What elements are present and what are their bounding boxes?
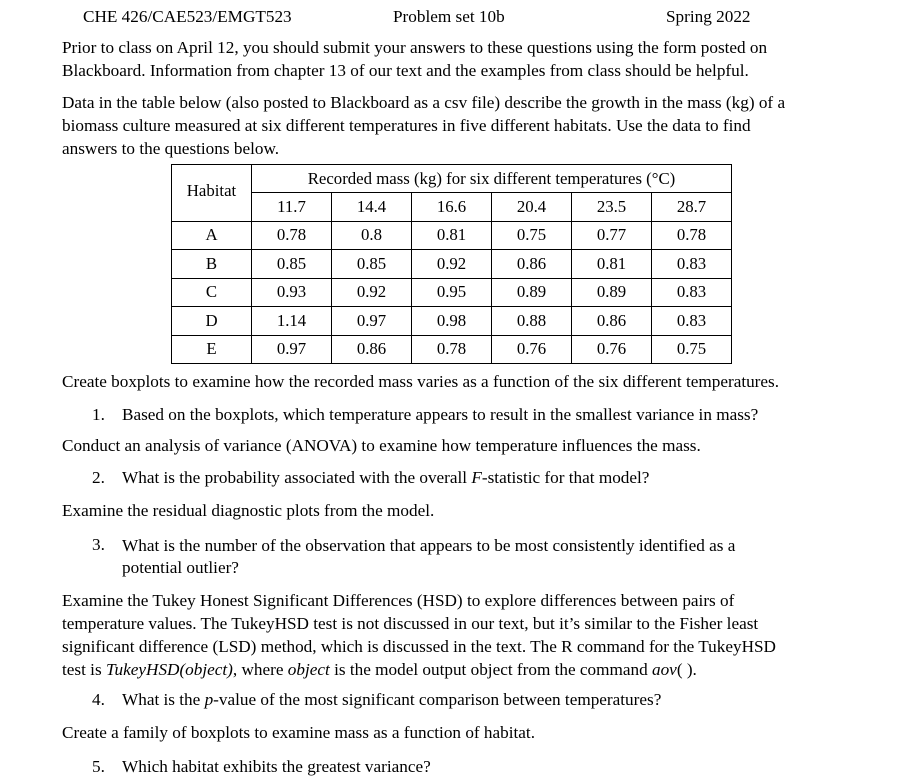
- temperature-header: 23.5: [572, 193, 652, 222]
- table-header-row: [172, 165, 732, 193]
- habitat-label: C: [172, 278, 252, 307]
- p-value-symbol: p: [204, 690, 214, 709]
- mass-cell: 0.81: [572, 250, 652, 279]
- tukey-command: TukeyHSD(object): [105, 660, 233, 679]
- habitat-label: E: [172, 335, 252, 364]
- table-row: [172, 307, 732, 336]
- mass-cell: 0.85: [252, 250, 332, 279]
- question-4-text: [122, 690, 661, 710]
- question-2-number: 2.: [92, 468, 105, 487]
- mass-cell: 0.89: [572, 278, 652, 307]
- residuals-instruction: Examine the residual diagnostic plots from the model.: [62, 501, 435, 520]
- tukey-paragraph: [62, 589, 776, 681]
- mass-cell: 0.86: [332, 335, 412, 364]
- mass-cell: 0.8: [332, 221, 412, 250]
- mass-cell: 0.78: [252, 221, 332, 250]
- table-row: [172, 278, 732, 307]
- mass-cell: 0.89: [492, 278, 572, 307]
- mass-cell: 0.86: [572, 307, 652, 336]
- mass-cell: 0.93: [252, 278, 332, 307]
- question-1-text: Based on the boxplots, which temperature appears to result in the smallest variance in mass?: [122, 405, 759, 424]
- table-row: [172, 221, 732, 250]
- mass-cell: 0.88: [492, 307, 572, 336]
- mass-cell: 0.92: [332, 278, 412, 307]
- mass-cell: 0.97: [332, 307, 412, 336]
- mass-cell: 0.75: [492, 221, 572, 250]
- intro-paragraph: [62, 36, 767, 82]
- mass-cell: 0.76: [572, 335, 652, 364]
- mass-cell: 0.85: [332, 250, 412, 279]
- tukey-line-4-mid: , where: [232, 660, 288, 679]
- mass-cell: 0.78: [652, 221, 732, 250]
- intro-line-1: Prior to class on April 12, you should submit your answers to these questions using the form posted on: [62, 38, 768, 57]
- data-desc-line-3: answers to the questions below.: [62, 139, 280, 158]
- mass-cell: 1.14: [252, 307, 332, 336]
- anova-instruction: Conduct an analysis of variance (ANOVA) to examine how temperature influences the mass.: [62, 436, 701, 455]
- f-statistic-symbol: F: [471, 468, 482, 487]
- tukey-line-4-mid2: is the model output object from the command: [329, 660, 652, 679]
- term: Spring 2022: [666, 7, 751, 26]
- intro-line-2: Blackboard. Information from chapter 13 of our text and the examples from class should be helpful.: [62, 61, 749, 80]
- habitat-column-header: Habitat: [172, 165, 252, 222]
- question-2-text: [122, 468, 649, 488]
- question-5-text: Which habitat exhibits the greatest variance?: [122, 757, 431, 776]
- tukey-line-4-end: ( ).: [676, 660, 697, 679]
- mass-cell: 0.98: [412, 307, 492, 336]
- mass-cell: 0.78: [412, 335, 492, 364]
- mass-cell: 0.83: [652, 278, 732, 307]
- tukey-line-3: significant difference (LSD) method, which is discussed in the text. The R command for the TukeyHSD: [62, 637, 776, 656]
- mass-cell: 0.83: [652, 250, 732, 279]
- data-description: [62, 91, 785, 160]
- question-3-text: [122, 535, 735, 579]
- habitat-instruction: Create a family of boxplots to examine mass as a function of habitat.: [62, 723, 536, 742]
- mass-cell: 0.76: [492, 335, 572, 364]
- temperature-group-header: Recorded mass (kg) for six different temperatures (°C): [252, 165, 732, 193]
- question-4-post: -value of the most significant comparison between temperatures?: [213, 690, 662, 709]
- mass-cell: 0.97: [252, 335, 332, 364]
- temperature-header: 14.4: [332, 193, 412, 222]
- question-3-number: 3.: [92, 535, 105, 554]
- table-row: [172, 250, 732, 279]
- data-desc-line-2: biomass culture measured at six different temperatures in five different habitats. Use the data to find: [62, 116, 751, 135]
- question-3-line-2: potential outlier?: [122, 558, 239, 577]
- tukey-line-4: [62, 658, 776, 681]
- temperature-header: 11.7: [252, 193, 332, 222]
- temperature-header: 20.4: [492, 193, 572, 222]
- tukey-line-4-pre: test is: [62, 660, 106, 679]
- temperature-header: 28.7: [652, 193, 732, 222]
- question-2-post: -statistic for that model?: [481, 468, 650, 487]
- mass-data-table: [171, 164, 732, 364]
- habitat-label: A: [172, 221, 252, 250]
- habitat-label: B: [172, 250, 252, 279]
- question-5-number: 5.: [92, 757, 105, 776]
- problem-set-title: Problem set 10b: [393, 7, 505, 26]
- mass-cell: 0.92: [412, 250, 492, 279]
- question-2-pre: What is the probability associated with the overall: [122, 468, 472, 487]
- mass-cell: 0.77: [572, 221, 652, 250]
- boxplot-instruction: Create boxplots to examine how the recorded mass varies as a function of the six different temperatures.: [62, 372, 780, 391]
- mass-cell: 0.81: [412, 221, 492, 250]
- mass-cell: 0.83: [652, 307, 732, 336]
- course-code: CHE 426/CAE523/EMGT523: [83, 7, 292, 26]
- mass-cell: 0.75: [652, 335, 732, 364]
- habitat-label: D: [172, 307, 252, 336]
- tukey-object: object: [287, 660, 330, 679]
- tukey-line-1: Examine the Tukey Honest Significant Differences (HSD) to explore differences between pairs of: [62, 591, 735, 610]
- mass-cell: 0.95: [412, 278, 492, 307]
- tukey-line-2: temperature values. The TukeyHSD test is not discussed in our text, but it’s similar to the Fisher least: [62, 614, 759, 633]
- temperature-header: 16.6: [412, 193, 492, 222]
- question-4-number: 4.: [92, 690, 105, 709]
- question-3-line-1: What is the number of the observation that appears to be most consistently identified as a: [122, 536, 736, 555]
- temperature-row: [172, 193, 732, 222]
- table-row: [172, 335, 732, 364]
- question-1-number: 1.: [92, 405, 105, 424]
- mass-cell: 0.86: [492, 250, 572, 279]
- data-desc-line-1: Data in the table below (also posted to Blackboard as a csv file) describe the growth in the mass (kg) of a: [62, 93, 786, 112]
- aov-command: aov: [651, 660, 677, 679]
- question-4-pre: What is the: [122, 690, 205, 709]
